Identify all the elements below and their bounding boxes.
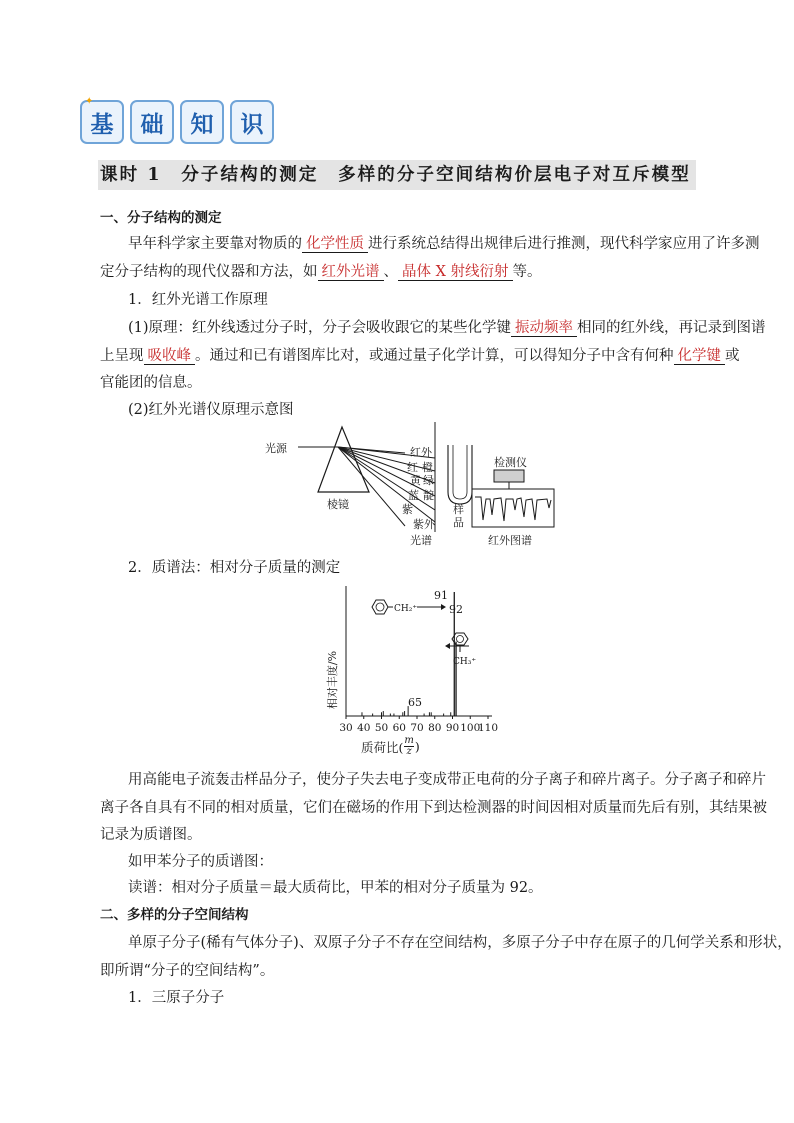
paragraph-line: 官能团的信息。 (100, 375, 202, 391)
x-tick-label: 80 (428, 722, 442, 734)
banner-char: 础 (140, 111, 164, 138)
paragraph-line: 记录为质谱图。 (100, 827, 202, 843)
x-tick-label: 40 (357, 722, 371, 734)
answer-blank: 吸收峰 (144, 348, 196, 365)
spectrum-label: 光谱 (410, 534, 432, 547)
blue-label: 蓝 (408, 489, 419, 502)
paragraph-line: 早年科学家主要靠对物质的 化学性质 进行系统总结得出规律后进行推测，现代科学家应用了许多测 (128, 236, 760, 252)
peak-label: 92 (449, 603, 463, 616)
paragraph-line: 上呈现 吸收峰 。通过和已有谱图库比对，或通过量子化学计算，可以得知分子中含有何种 化学键 或 (100, 348, 740, 364)
x-tick-label: 90 (445, 722, 460, 734)
prism-shape (318, 427, 369, 492)
x-tick-label: 110 (477, 722, 499, 734)
detector-label: 检测仪 (494, 456, 527, 469)
ir-absorption-curve (475, 497, 551, 521)
subheading: 2．质谱法：相对分子质量的测定 (128, 560, 341, 576)
paragraph-line: 离子各自具有不同的相对质量，它们在磁场的作用下到达检测器的时间因相对质量而先后有别，其结果被 (100, 800, 767, 816)
x-tick-label: 70 (410, 722, 424, 734)
subheading: 1．红外光谱工作原理 (128, 292, 268, 308)
answer-blank: 化学键 (674, 348, 726, 365)
x-axis-label: 质荷比( m z ) (361, 735, 420, 757)
light-source-label: 光源 (265, 442, 287, 455)
x-tick-label: 100 (460, 722, 481, 734)
banner-char: 识 (240, 111, 264, 138)
benzene-ring-icon (376, 603, 384, 611)
lesson-title: 课时 1 分子结构的测定 多样的分子空间结构价层电子对互斥模型 (98, 160, 696, 190)
prism-label: 棱镜 (327, 498, 349, 511)
peak-label: 91 (434, 589, 448, 602)
banner-tile (80, 96, 124, 144)
banner-char: 基 (90, 111, 114, 138)
sample-label: 品 (453, 516, 464, 529)
ion-formula-label: CH₃⁺ (453, 657, 477, 667)
banner-char: 知 (190, 111, 214, 138)
section-banner (80, 96, 274, 144)
star-icon: ✦ (85, 96, 94, 107)
indigo-label: 靛 (423, 489, 434, 502)
sample-tube-inner (453, 445, 467, 499)
benzene-ring-icon (372, 600, 388, 614)
paragraph-line: 定分子结构的现代仪器和方法，如 红外光谱 、 晶体 X 射线衍射 等。 (100, 264, 542, 280)
figure-caption: (2)红外光谱仪原理示意图 (128, 402, 294, 418)
paragraph-line: 用高能电子流轰击样品分子，使分子失去电子变成带正电荷的分子离子和碎片离子。分子离子和碎片 (128, 772, 766, 788)
answer-blank: 化学性质 (302, 236, 368, 253)
violet-label: 紫 (402, 503, 413, 516)
banner-tile (230, 100, 274, 144)
paragraph-line: 即所谓“分子的空间结构”。 (100, 963, 275, 979)
section-heading: 二、多样的分子空间结构 (100, 907, 249, 923)
paragraph-line: 如甲苯分子的质谱图： (128, 854, 273, 870)
detector-box (494, 470, 524, 482)
paragraph-line: 单原子分子(稀有气体分子)、双原子分子不存在空间结构，多原子分子中存在原子的几何学关系和形状， (128, 935, 792, 951)
arrow-icon (445, 643, 450, 649)
yellow-label: 黄 (410, 474, 421, 487)
banner-tile (180, 100, 224, 144)
benzene-ring-icon (457, 636, 464, 643)
banner-tile (130, 100, 174, 144)
orange-label: 橙 (422, 461, 433, 474)
x-tick-label: 30 (339, 722, 353, 734)
x-tick-label: 50 (374, 722, 389, 734)
peak-label: 65 (408, 696, 422, 709)
answer-blank: 红外光谱 (318, 264, 384, 281)
paragraph-line: (1)原理：红外线透过分子时，分子会吸收跟它的某些化学键 振动频率 相同的红外线，再记录到图谱 (128, 320, 766, 336)
infrared-label: 红外 (410, 446, 432, 459)
ir-spectrometer-diagram (250, 420, 570, 552)
y-axis-label: 相对丰度/% (326, 650, 339, 710)
dispersed-ray (338, 447, 405, 526)
ir-spectrum-label: 红外图谱 (488, 534, 532, 547)
answer-blank: 晶体 X 射线衍射 (398, 264, 513, 281)
subheading: 1．三原子分子 (128, 990, 225, 1006)
section-heading: 一、分子结构的测定 (100, 210, 222, 226)
ultraviolet-label: 紫外 (413, 518, 435, 531)
green-label: 绿 (423, 474, 434, 487)
sample-label: 样 (453, 503, 464, 516)
arrow-icon (441, 604, 446, 610)
red-label: 红 (407, 461, 418, 474)
x-tick-label: 60 (392, 722, 406, 734)
paragraph-line: 读谱：相对分子质量＝最大质荷比，甲苯的相对分子质量为 92。 (128, 880, 543, 896)
x-axis-ticks (339, 716, 498, 734)
answer-blank: 振动频率 (511, 320, 577, 337)
sample-tube (448, 445, 472, 504)
ion-formula-label: CH₂⁺ (394, 604, 418, 614)
mass-spectrum-chart (320, 582, 500, 757)
